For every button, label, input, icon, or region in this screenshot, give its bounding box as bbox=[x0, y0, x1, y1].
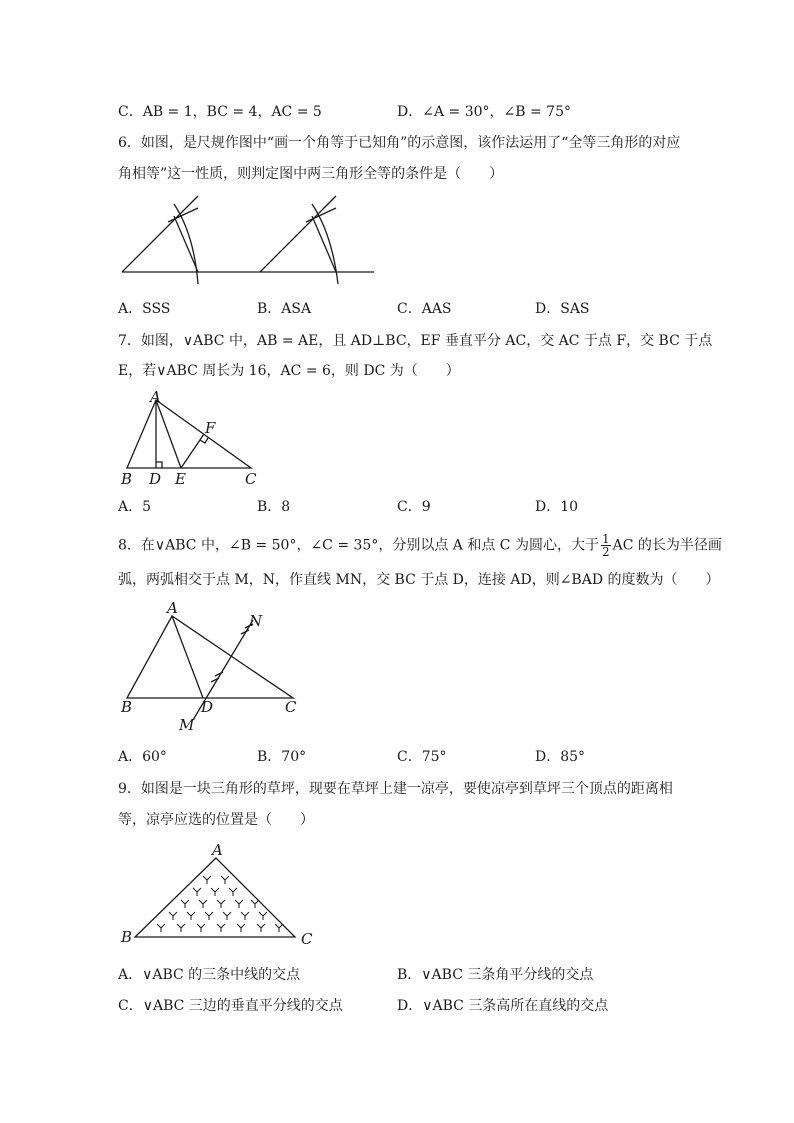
grass-tuft bbox=[237, 924, 245, 932]
grass-tuft bbox=[217, 924, 225, 932]
q9-option-d: D．∨ABC 三条高所在直线的交点 bbox=[397, 998, 609, 1014]
q9-option-c: C．∨ABC 三边的垂直平分线的交点 bbox=[118, 998, 343, 1014]
q6-option-c: C．AAS bbox=[397, 301, 452, 317]
q8-segment-ad bbox=[172, 616, 203, 698]
q8-label-n: N bbox=[249, 612, 263, 630]
q9-label-c: C bbox=[301, 930, 313, 948]
q8-figure bbox=[115, 598, 315, 736]
grass-tuft bbox=[217, 900, 225, 908]
q6-option-b: B．ASA bbox=[257, 301, 312, 317]
q9-triangle-lawn bbox=[135, 858, 295, 937]
grass-tuft bbox=[257, 924, 265, 932]
q8-option-c: C．75° bbox=[397, 749, 447, 765]
q6-stem-line-1: 6．如图，是尺规作图中“画一个角等于已知角”的示意图，该作法运用了“全等三角形的对应 bbox=[118, 135, 681, 151]
q7-label-c: C bbox=[245, 470, 257, 488]
q8-arc-mark-2 bbox=[215, 672, 223, 676]
grass-tuft bbox=[157, 924, 165, 932]
q7-right-angle-d bbox=[156, 462, 162, 468]
q7-segment-ef bbox=[181, 434, 204, 468]
grass-tuft bbox=[199, 900, 207, 908]
q7-label-a: A bbox=[150, 388, 161, 406]
q8-label-b: B bbox=[121, 698, 133, 716]
grass-tuft bbox=[259, 912, 267, 920]
q9-stem-line-1: 9．如图是一块三角形的草坪，现要在草坪上建一凉亭，要使凉亭到草坪三个顶点的距离相 bbox=[118, 781, 673, 797]
q7-stem-line-2: E，若∨ABC 周长为 16，AC = 6，则 DC 为（ ） bbox=[118, 363, 460, 379]
q8-fraction-denominator: 2 bbox=[601, 545, 610, 559]
q9-stem-line-2: 等，凉亭应选的位置是（ ） bbox=[118, 812, 314, 828]
grass-tuft bbox=[221, 876, 229, 884]
q8-fraction-numerator: 1 bbox=[601, 532, 610, 546]
q6-option-a: A．SSS bbox=[118, 301, 171, 317]
q8-option-b: B．70° bbox=[257, 749, 307, 765]
grass-tuft bbox=[169, 912, 177, 920]
grass-tuft bbox=[223, 912, 231, 920]
q7-option-b: B．8 bbox=[257, 499, 291, 515]
q7-label-b: B bbox=[121, 470, 133, 488]
q7-option-c: C．9 bbox=[397, 499, 431, 515]
q9-label-a: A bbox=[212, 841, 223, 859]
q9-option-a: A．∨ABC 的三条中线的交点 bbox=[118, 967, 301, 983]
q7-label-f: F bbox=[205, 419, 216, 437]
q8-option-d: D．85° bbox=[535, 749, 586, 765]
q9-grass-marks bbox=[157, 876, 283, 932]
q8-fraction-half bbox=[601, 533, 611, 558]
q8-option-a: A．60° bbox=[118, 749, 167, 765]
q6-figure bbox=[110, 188, 380, 294]
q9-option-b: B．∨ABC 三条角平分线的交点 bbox=[397, 967, 594, 983]
grass-tuft bbox=[177, 924, 185, 932]
q8-label-m: M bbox=[179, 716, 195, 734]
grass-tuft bbox=[203, 876, 211, 884]
q8-label-a: A bbox=[167, 599, 178, 617]
q5-option-c: C．AB = 1，BC = 4，AC = 5 bbox=[118, 104, 322, 120]
q6-option-d: D．SAS bbox=[535, 301, 590, 317]
q8-label-d: D bbox=[201, 698, 214, 716]
q8-stem-line-2: 弧，两弧相交于点 M，N，作直线 MN，交 BC 于点 D，连接 AD，则∠BAD 的度数为（ ） bbox=[118, 572, 720, 588]
grass-tuft bbox=[197, 924, 205, 932]
grass-tuft bbox=[193, 888, 201, 896]
q9-label-b: B bbox=[121, 928, 133, 946]
q5-option-d: D．∠A = 30°，∠B = 75° bbox=[397, 104, 571, 120]
q6-stem-line-2: 角相等”这一性质，则判定图中两三角形全等的条件是（ ） bbox=[118, 166, 504, 182]
q8-arc-mark-1 bbox=[211, 678, 219, 682]
grass-tuft bbox=[251, 900, 259, 908]
q7-label-d: D bbox=[149, 470, 162, 488]
q8-label-c: C bbox=[285, 698, 297, 716]
q8-stem-line-1a: 8．在∨ABC 中，∠B = 50°，∠C = 35°，分别以点 A 和点 C 为圆心，大于 bbox=[118, 537, 599, 554]
q7-segment-ae bbox=[156, 400, 181, 468]
grass-tuft bbox=[229, 888, 237, 896]
q7-label-e: E bbox=[175, 470, 186, 488]
grass-tuft bbox=[187, 912, 195, 920]
q9-figure bbox=[115, 840, 320, 950]
grass-tuft bbox=[205, 912, 213, 920]
q7-stem-line-1: 7．如图，∨ABC 中，AB = AE，且 AD⊥BC，EF 垂直平分 AC，交 AC 于点 F，交 BC 于点 bbox=[118, 333, 713, 349]
q6-angle-ray-2 bbox=[260, 196, 336, 272]
grass-tuft bbox=[181, 900, 189, 908]
grass-tuft bbox=[275, 924, 283, 932]
q6-chord-1 bbox=[174, 216, 198, 272]
grass-tuft bbox=[241, 912, 249, 920]
q7-option-d: D．10 bbox=[535, 499, 579, 515]
q7-option-a: A．5 bbox=[118, 499, 152, 515]
q7-triangle-abc bbox=[127, 400, 251, 468]
q8-stem-line-1b: AC 的长为半径画 bbox=[612, 537, 722, 554]
grass-tuft bbox=[211, 888, 219, 896]
q7-figure bbox=[115, 388, 275, 488]
q6-angle-ray-1 bbox=[122, 196, 198, 272]
q6-chord-2 bbox=[312, 216, 336, 272]
grass-tuft bbox=[235, 900, 243, 908]
q8-triangle-abc bbox=[127, 616, 293, 698]
q8-stem-line-1 bbox=[118, 533, 722, 558]
